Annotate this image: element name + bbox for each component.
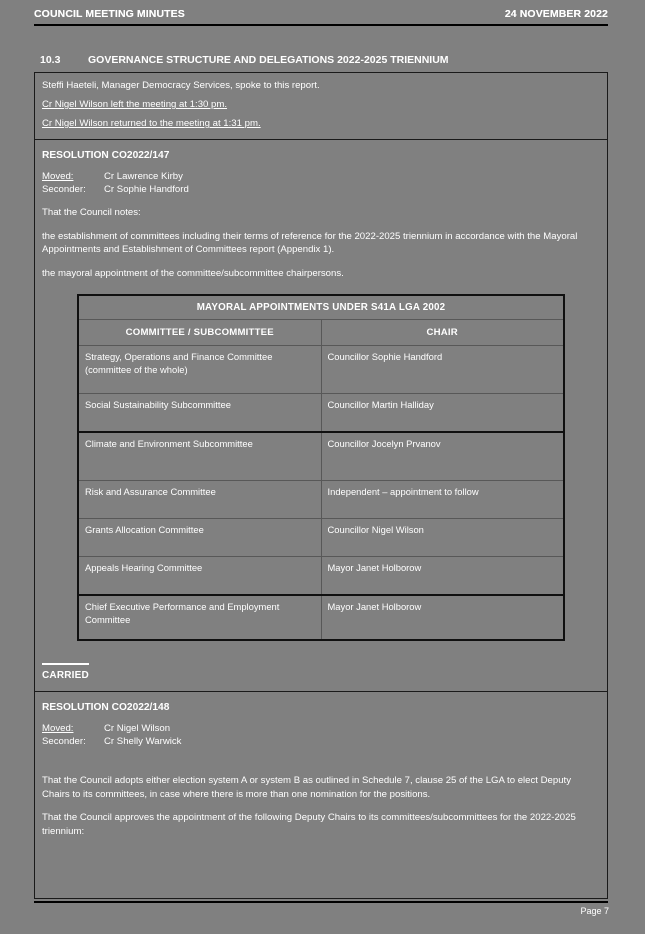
resolution-1-clause-a: the establishment of committees including their terms of reference for the 2022-2025 triennium in accordance with the Mayoral Appointments and Establishment of Committees report (Appendix 1). — [42, 230, 578, 255]
moved-label: Moved: — [42, 723, 74, 734]
note-line-returned-meeting: Cr Nigel Wilson returned to the meeting at 1:31 pm. — [42, 118, 261, 129]
cell-committee: Strategy, Operations and Finance Committee (committee of the whole) — [78, 346, 321, 394]
resolution-1-moved-row — [42, 170, 600, 183]
resolution-1-outcome: CARRIED — [42, 663, 89, 681]
resolution-2-clause-b: That the Council approves the appointment of the following Deputy Chairs to its committees/subcommittees for the 2022-2025 triennium: — [42, 812, 576, 837]
table-row — [78, 519, 564, 557]
cell-chair: Councillor Martin Halliday — [321, 394, 564, 433]
cell-chair: Independent – appointment to follow — [321, 481, 564, 519]
column-header-chair: CHAIR — [321, 320, 564, 346]
block-spacer — [42, 838, 600, 890]
cell-committee: Appeals Hearing Committee — [78, 557, 321, 596]
resolution-2-title: RESOLUTION CO2022/148 — [42, 702, 170, 713]
cell-committee: Grants Allocation Committee — [78, 519, 321, 557]
notes-block — [35, 73, 607, 139]
resolution-1-title: RESOLUTION CO2022/147 — [42, 150, 170, 161]
note-line-left-meeting: Cr Nigel Wilson left the meeting at 1:30 pm. — [42, 99, 228, 110]
table-title-row — [78, 295, 564, 320]
appointments-table-body — [78, 295, 564, 640]
cell-chair: Councillor Nigel Wilson — [321, 519, 564, 557]
header-right-date: 24 NOVEMBER 2022 — [504, 8, 608, 20]
seconder-label: Seconder: — [42, 736, 86, 747]
appointments-table-wrap — [42, 280, 600, 659]
content-frame — [34, 72, 608, 899]
footer-rule — [34, 901, 608, 903]
section-title: GOVERNANCE STRUCTURE AND DELEGATIONS 2022-2025 TRIENNIUM — [88, 54, 449, 66]
footer-page-label: Page 7 — [580, 906, 609, 916]
table-row — [78, 394, 564, 433]
seconder-value: Cr Shelly Warwick — [104, 736, 182, 747]
table-row — [78, 557, 564, 596]
cell-chair: Councillor Jocelyn Prvanov — [321, 432, 564, 481]
resolution-2-block — [35, 691, 607, 898]
resolution-2-seconder-row — [42, 735, 600, 748]
moved-value: Cr Lawrence Kirby — [104, 171, 183, 182]
resolution-1-seconder-row — [42, 183, 600, 196]
header-left-title: COUNCIL MEETING MINUTES — [34, 8, 185, 20]
running-header — [34, 8, 608, 20]
table-row — [78, 481, 564, 519]
column-header-committee: COMMITTEE / SUBCOMMITTEE — [78, 320, 321, 346]
cell-committee: Climate and Environment Subcommittee — [78, 432, 321, 481]
resolution-2-moved-row — [42, 722, 600, 735]
table-row — [78, 595, 564, 640]
cell-chair: Mayor Janet Holborow — [321, 595, 564, 640]
header-rule — [34, 24, 608, 26]
appointments-table-title: MAYORAL APPOINTMENTS UNDER S41A LGA 2002 — [78, 295, 564, 320]
resolution-1-clause-b: the mayoral appointment of the committee/subcommittee chairpersons. — [42, 267, 344, 279]
seconder-label: Seconder: — [42, 184, 86, 195]
mayoral-appointments-table — [77, 294, 565, 641]
resolution-1-block — [35, 139, 607, 691]
table-row — [78, 346, 564, 394]
note-line-report: Steffi Haeteli, Manager Democracy Services, spoke to this report. — [42, 80, 320, 91]
section-number: 10.3 — [40, 54, 61, 66]
cell-committee: Risk and Assurance Committee — [78, 481, 321, 519]
resolution-1-lead-in: That the Council notes: — [42, 207, 141, 218]
cell-chair: Mayor Janet Holborow — [321, 557, 564, 596]
table-header-row — [78, 320, 564, 346]
table-row — [78, 432, 564, 481]
cell-committee: Social Sustainability Subcommittee — [78, 394, 321, 433]
moved-label: Moved: — [42, 171, 74, 182]
resolution-2-clause-a: That the Council adopts either election system A or system B as outlined in Schedule 7, clause 25 of the LGA to elect Deputy Chairs to its committees, in case where there is more than one nomination for the positions. — [42, 775, 572, 800]
cell-committee: Chief Executive Performance and Employment Committee — [78, 595, 321, 640]
seconder-value: Cr Sophie Handford — [104, 184, 189, 195]
cell-chair: Councillor Sophie Handford — [321, 346, 564, 394]
moved-value: Cr Nigel Wilson — [104, 723, 171, 734]
section-heading — [40, 54, 449, 66]
